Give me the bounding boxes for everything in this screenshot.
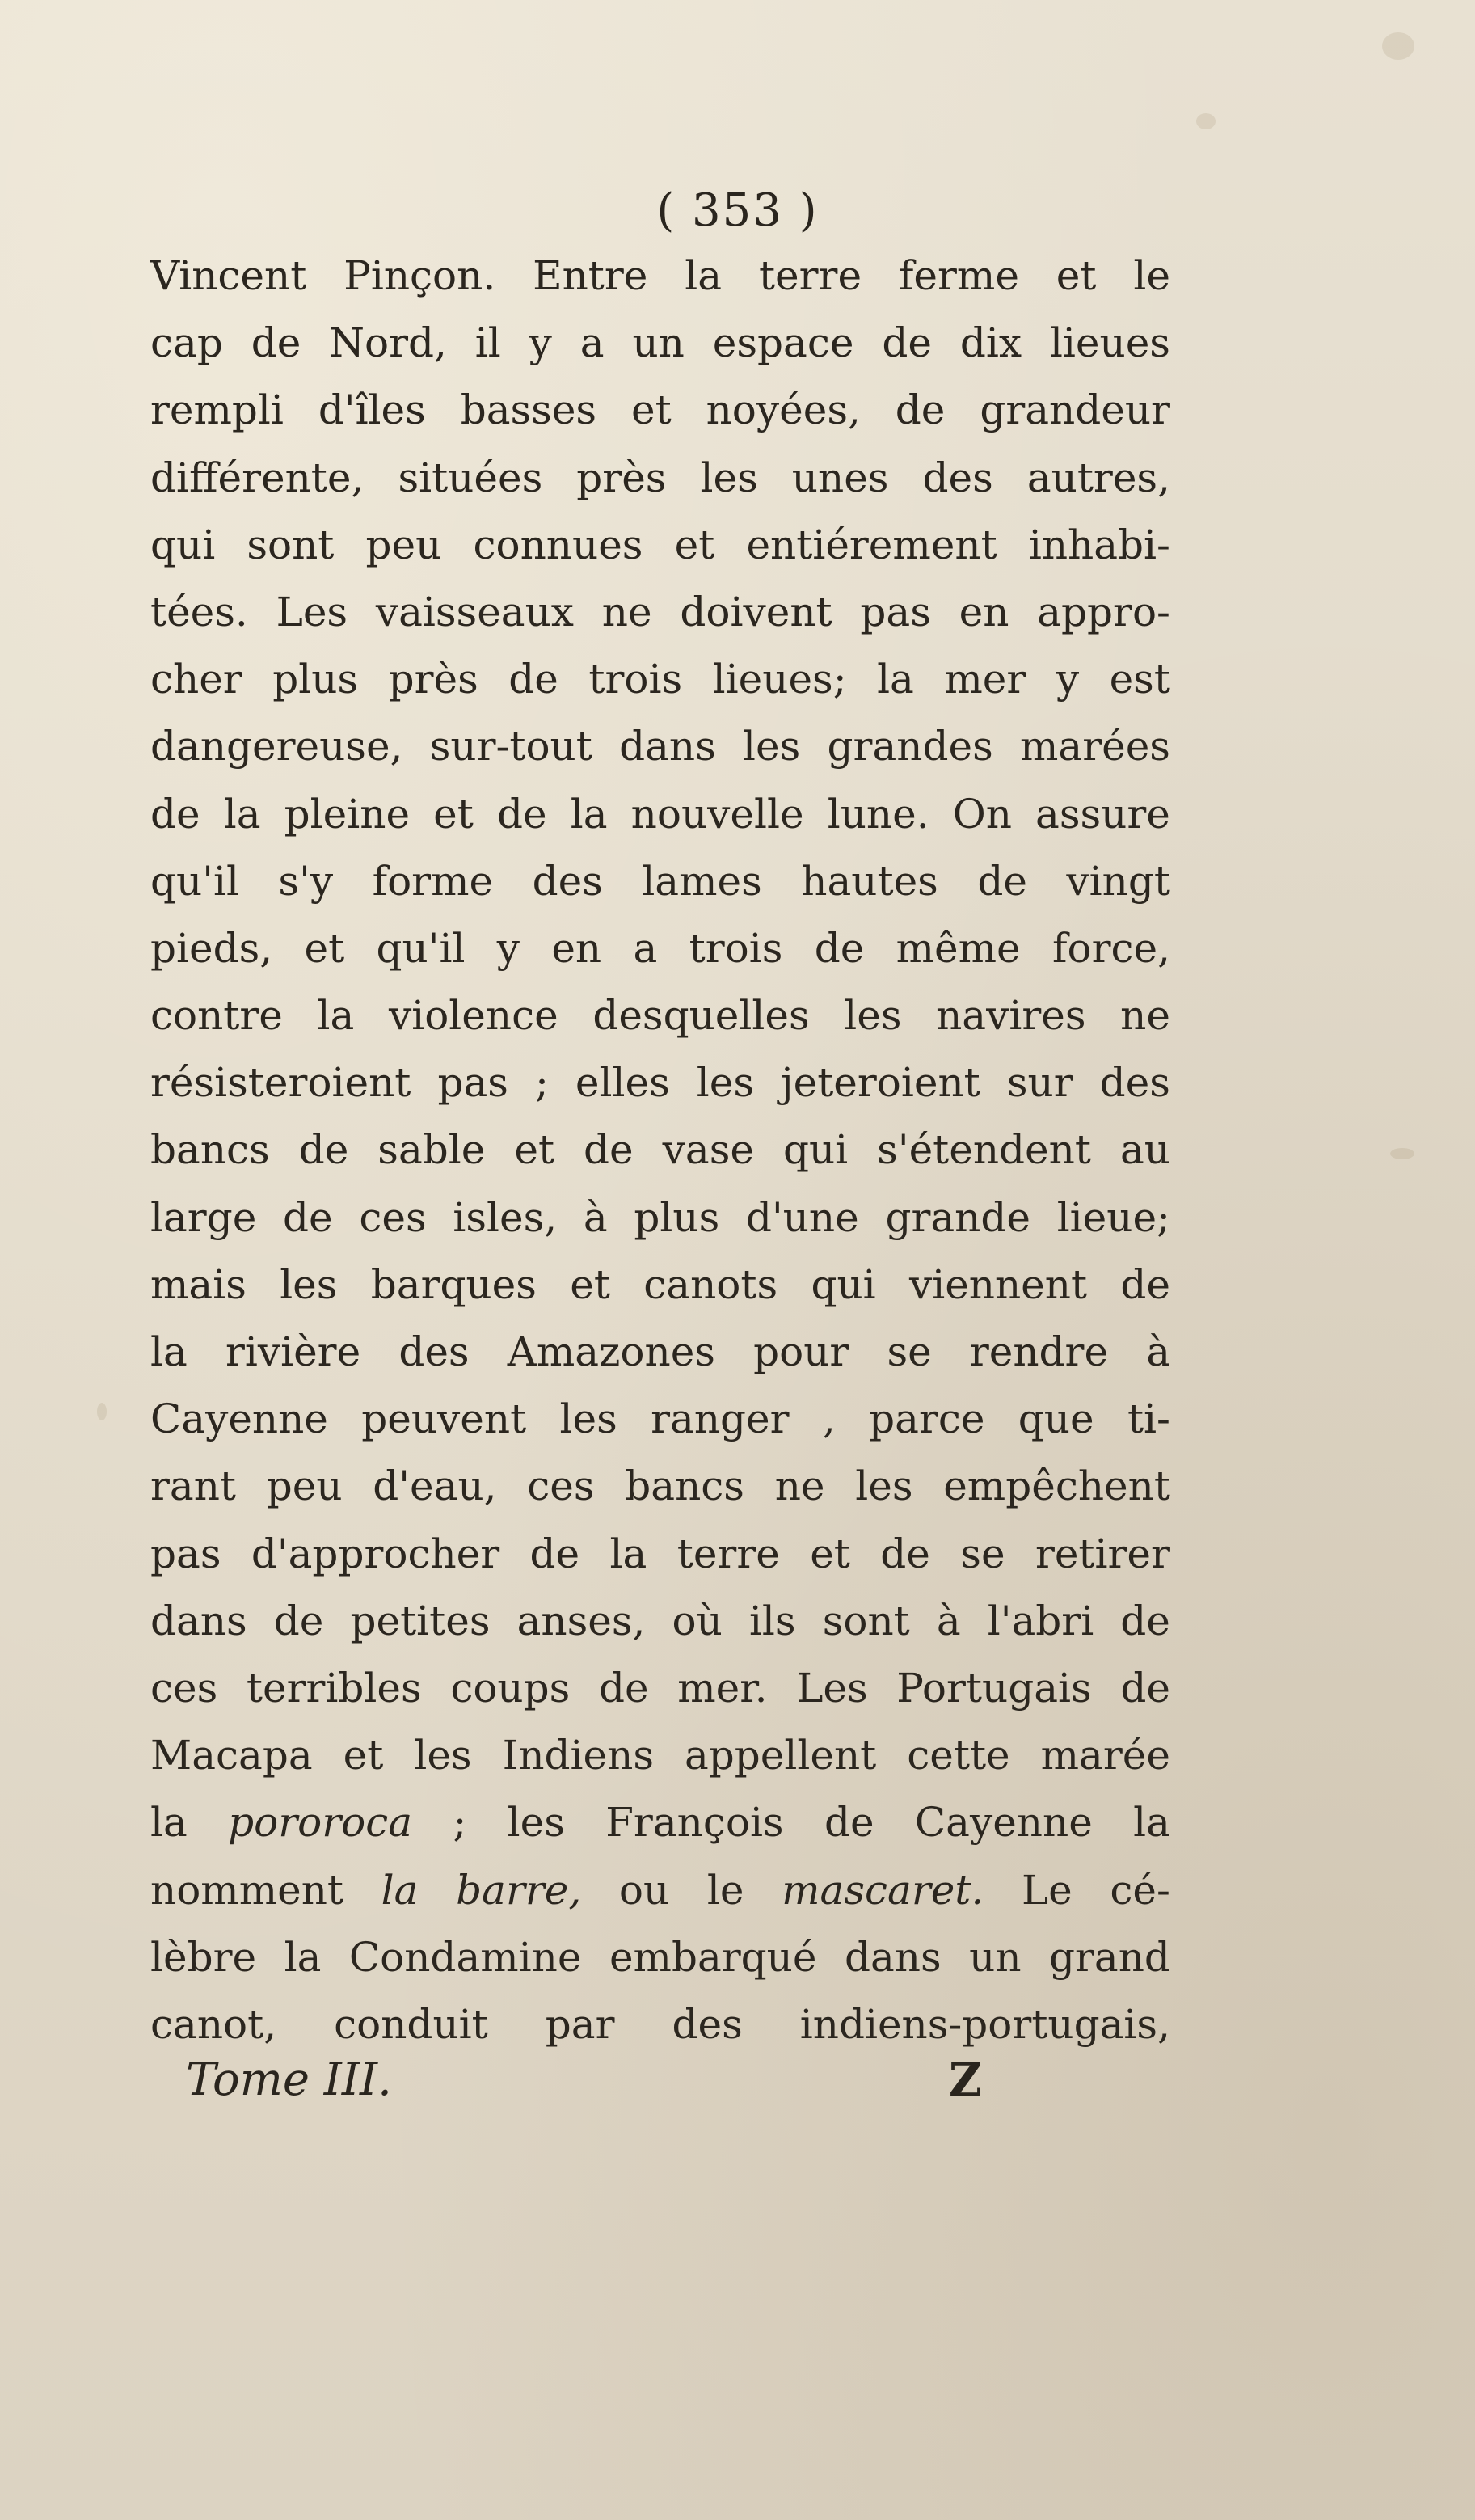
word: d'une (745, 1193, 859, 1241)
word: de (880, 1530, 930, 1577)
text-line (150, 310, 1170, 377)
word: appro- (1037, 588, 1170, 635)
signature-mark: Z (949, 2054, 982, 2107)
word: et (514, 1126, 555, 1174)
word: la (150, 1328, 188, 1375)
word: lieues; (712, 656, 847, 703)
word: plus (634, 1193, 720, 1241)
word: de (977, 857, 1027, 905)
word: noyées, (706, 386, 861, 434)
word: d'approcher (251, 1530, 500, 1577)
word: cé- (1110, 1866, 1170, 1914)
word: dangereuse, (150, 723, 403, 770)
word: espace (712, 319, 854, 367)
word: isles, (453, 1193, 558, 1241)
word: cap (150, 319, 223, 367)
word: marée (1040, 1732, 1170, 1779)
word: en (959, 588, 1009, 635)
word: entiérement (746, 521, 997, 568)
word: la (570, 790, 608, 838)
word: Entre (533, 252, 648, 299)
word: cette (907, 1732, 1010, 1779)
word: large (150, 1193, 257, 1241)
word: de (1120, 1260, 1170, 1308)
word: force, (1051, 924, 1170, 972)
word: qui (811, 1260, 876, 1308)
word: y (1056, 656, 1080, 703)
word: d'îles (318, 386, 426, 434)
word: vase (662, 1126, 754, 1174)
word: a (633, 924, 658, 972)
word: et (1056, 252, 1097, 299)
word: lune. (827, 790, 929, 838)
word: dans (150, 1597, 247, 1644)
word: de (251, 319, 301, 367)
foxing-spot (1196, 113, 1216, 129)
word: de (298, 1126, 349, 1174)
word: de (814, 924, 865, 972)
word: de (150, 790, 200, 838)
word: des (922, 454, 993, 501)
word: et (304, 924, 345, 972)
word: , (822, 1395, 836, 1443)
word: résisteroient (150, 1059, 411, 1107)
word: navires (936, 992, 1086, 1040)
word: la (223, 790, 261, 838)
text-line (150, 713, 1170, 780)
word: les (696, 1059, 755, 1107)
word: Les (796, 1664, 868, 1712)
text-line (150, 1116, 1170, 1184)
word: nomment (150, 1866, 344, 1914)
word: parce (869, 1395, 985, 1443)
word: grandeur (980, 386, 1170, 434)
word: mer (944, 656, 1026, 703)
word: un (632, 319, 685, 367)
word: qu'il (376, 924, 466, 972)
text-line (150, 982, 1170, 1049)
word: mais (150, 1260, 247, 1308)
word: les (414, 1732, 472, 1779)
text-line (150, 512, 1170, 579)
word: grand (1049, 1933, 1170, 1981)
word: Cayenne (914, 1799, 1093, 1847)
word: pororoca (228, 1799, 413, 1847)
word: vaisseaux (375, 588, 575, 635)
text-line (150, 243, 1170, 310)
word: Portugais (896, 1664, 1092, 1712)
word: qui (150, 521, 216, 568)
word: et (343, 1732, 384, 1779)
word: conduit (334, 2000, 488, 2048)
text-line (150, 1655, 1170, 1722)
word: ces (527, 1463, 595, 1510)
text-line (150, 1588, 1170, 1655)
word: la (284, 1933, 322, 1981)
text-line (150, 1857, 1170, 1924)
word: empêchent (943, 1463, 1170, 1510)
word: les (280, 1260, 338, 1308)
word: nouvelle (630, 790, 804, 838)
text-line (150, 1386, 1170, 1453)
text-line (150, 1049, 1170, 1116)
text-line (150, 1924, 1170, 1991)
word: Vincent (150, 252, 307, 299)
word: y (496, 924, 520, 972)
word: que (1018, 1395, 1094, 1443)
word: marées (1019, 723, 1170, 770)
word: un (969, 1933, 1022, 1981)
word: des (398, 1328, 470, 1375)
word: situées (398, 454, 543, 501)
word: les (507, 1799, 565, 1847)
word: terre (758, 252, 862, 299)
word: lieue; (1056, 1193, 1170, 1241)
word: desquelles (592, 992, 810, 1040)
word: de (584, 1126, 634, 1174)
word: de (508, 656, 558, 703)
text-line (150, 1722, 1170, 1789)
word: rendre (969, 1328, 1109, 1375)
word: viennent (908, 1260, 1088, 1308)
word: d'eau, (373, 1463, 497, 1510)
word: qui (782, 1126, 849, 1174)
word: ne (601, 588, 652, 635)
text-line (150, 1319, 1170, 1386)
word: bancs (625, 1463, 744, 1510)
word: mascaret. (782, 1866, 984, 1914)
word: contre (150, 992, 283, 1040)
foxing-spot (1390, 1148, 1414, 1159)
word: il (474, 319, 501, 367)
word: rant (150, 1463, 237, 1510)
word: François (605, 1799, 784, 1847)
word: barre, (456, 1866, 582, 1914)
word: lèbre (150, 1933, 257, 1981)
word: ne (1120, 992, 1170, 1040)
word: ; (453, 1799, 467, 1847)
word: assure (1035, 790, 1170, 838)
text-line (150, 1184, 1170, 1252)
word: canots (643, 1260, 778, 1308)
text-line (150, 1252, 1170, 1319)
word: lieues (1049, 319, 1170, 367)
word: autres, (1026, 454, 1170, 501)
word: violence (388, 992, 558, 1040)
word: ou (618, 1866, 670, 1914)
word: inhabi- (1028, 521, 1170, 568)
word: barques (370, 1260, 537, 1308)
word: où (672, 1597, 723, 1644)
word: pas (150, 1530, 221, 1577)
word: sont (822, 1597, 910, 1644)
word: à (936, 1597, 961, 1644)
word: de (496, 790, 547, 838)
word: l'abri (987, 1597, 1094, 1644)
text-line (150, 848, 1170, 915)
text-line (150, 1789, 1170, 1856)
word: hautes (801, 857, 938, 905)
word: vingt (1066, 857, 1170, 905)
foxing-spot (97, 1403, 107, 1420)
text-line (150, 1453, 1170, 1520)
word: près (388, 656, 478, 703)
word: et (810, 1530, 850, 1577)
word: appellent (684, 1732, 877, 1779)
word: la (685, 252, 723, 299)
word: peuvent (361, 1395, 527, 1443)
page-footer (186, 2054, 994, 2126)
word: indiens-portugais, (799, 2000, 1170, 2048)
page-number: ( 353 ) (656, 184, 819, 237)
word: rempli (150, 386, 284, 434)
word: se (960, 1530, 1005, 1577)
word: bancs (150, 1126, 270, 1174)
word: le (706, 1866, 744, 1914)
word: ranger (651, 1395, 790, 1443)
word: la (609, 1530, 647, 1577)
word: sont (247, 521, 335, 568)
word: s'étendent (877, 1126, 1091, 1174)
word: près (576, 454, 667, 501)
text-line (150, 1521, 1170, 1588)
word: à (1146, 1328, 1170, 1375)
word: embarqué (609, 1933, 817, 1981)
text-line (150, 377, 1170, 444)
word: ils (748, 1597, 796, 1644)
word: pleine (284, 790, 411, 838)
word: forme (372, 857, 494, 905)
word: les (700, 454, 758, 501)
word: pas (860, 588, 931, 635)
word: au (1119, 1126, 1170, 1174)
text-line (150, 579, 1170, 646)
word: connues (473, 521, 643, 568)
word: la (150, 1799, 188, 1847)
text-line (150, 781, 1170, 848)
word: y (529, 319, 552, 367)
word: des (532, 857, 603, 905)
word: de (1120, 1664, 1170, 1712)
text-line (150, 646, 1170, 713)
word: pas (437, 1059, 508, 1107)
word: en (551, 924, 602, 972)
word: différente, (150, 454, 365, 501)
word: le (1133, 252, 1170, 299)
word: cher (150, 656, 242, 703)
word: coups (450, 1664, 571, 1712)
text-line (150, 445, 1170, 512)
word: anses, (516, 1597, 646, 1644)
word: s'y (278, 857, 334, 905)
word: basses (460, 386, 597, 434)
word: de (598, 1664, 649, 1712)
word: même (896, 924, 1021, 972)
word: de (529, 1530, 580, 1577)
word: trois (588, 656, 683, 703)
word: Macapa (150, 1732, 313, 1779)
word: plus (272, 656, 359, 703)
word: les (559, 1395, 617, 1443)
body-text (150, 243, 1170, 2058)
word: la (1133, 1799, 1170, 1847)
word: et (570, 1260, 610, 1308)
text-line (150, 915, 1170, 982)
word: terre (676, 1530, 780, 1577)
word: à (583, 1193, 608, 1241)
word: lames (642, 857, 762, 905)
word: et (433, 790, 474, 838)
word: Condamine (348, 1933, 582, 1981)
word: les (844, 992, 902, 1040)
word: canot, (150, 2000, 277, 2048)
word: Le (1021, 1866, 1073, 1914)
word: mer. (677, 1664, 768, 1712)
word: par (545, 2000, 615, 2048)
word: doivent (680, 588, 832, 635)
word: qu'il (150, 857, 239, 905)
word: pieds, (150, 924, 273, 972)
word: petites (350, 1597, 491, 1644)
word: ferme (898, 252, 1019, 299)
text-line (150, 1991, 1170, 2058)
word: dix (959, 319, 1022, 367)
word: retirer (1035, 1530, 1170, 1577)
word: les (743, 723, 801, 770)
word: grande (885, 1193, 1030, 1241)
word: rivière (225, 1328, 361, 1375)
word: peu (365, 521, 442, 568)
word: ces (359, 1193, 427, 1241)
word: de (283, 1193, 333, 1241)
word: ces (150, 1664, 218, 1712)
word: Indiens (502, 1732, 654, 1779)
word: Amazones (507, 1328, 715, 1375)
word: la (381, 1866, 419, 1914)
word: se (887, 1328, 932, 1375)
foxing-spot (1382, 32, 1414, 60)
word: de (824, 1799, 874, 1847)
word: les (855, 1463, 913, 1510)
word: unes (791, 454, 889, 501)
word: trois (689, 924, 783, 972)
word: ne (774, 1463, 825, 1510)
word: ti- (1127, 1395, 1170, 1443)
word: la (877, 656, 914, 703)
word: de (1120, 1597, 1170, 1644)
word: de (882, 319, 932, 367)
word: dans (844, 1933, 942, 1981)
word: a (579, 319, 605, 367)
word: pour (753, 1328, 849, 1375)
word: des (1099, 1059, 1170, 1107)
word: des (672, 2000, 743, 2048)
word: de (273, 1597, 324, 1644)
word: jeteroient (781, 1059, 980, 1107)
word: peu (266, 1463, 343, 1510)
word: sur (1006, 1059, 1073, 1107)
word: elles (575, 1059, 670, 1107)
word: sable (377, 1126, 486, 1174)
word: Cayenne (150, 1395, 328, 1443)
word: dans (619, 723, 716, 770)
word: sur-tout (429, 723, 592, 770)
word: ; (534, 1059, 549, 1107)
word: tées. (150, 588, 248, 635)
volume-label: Tome III. (186, 2054, 392, 2106)
word: est (1109, 656, 1170, 703)
word: terribles (246, 1664, 422, 1712)
word: On (952, 790, 1012, 838)
word: et (674, 521, 715, 568)
word: grandes (827, 723, 993, 770)
word: de (895, 386, 946, 434)
word: Nord, (329, 319, 447, 367)
word: Pinçon. (343, 252, 496, 299)
word: la (317, 992, 355, 1040)
word: Les (276, 588, 348, 635)
word: et (631, 386, 672, 434)
